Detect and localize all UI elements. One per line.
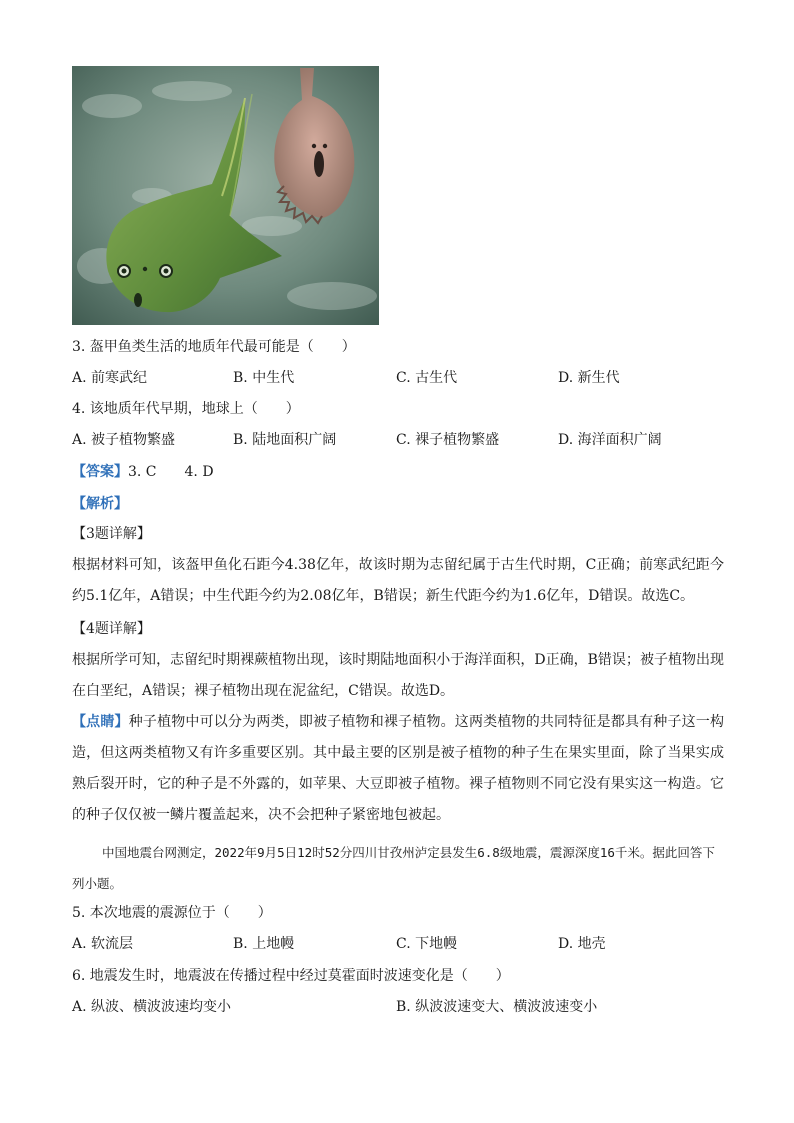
q6-option-b: B. 纵波波速变大、横波波速变小 — [396, 999, 598, 1015]
detail-3-text: 根据材料可知，该盔甲鱼化石距今4.38亿年，故该时期为志留纪属于古生代时期，C正确；前寒武纪距今约5.1亿年，A错误；中生代距今约为2.08亿年，B错误；新生代距今约为1.6亿年，D错误。故选C。 — [72, 557, 724, 604]
question-3-stem: 3. 盔甲鱼类生活的地质年代最可能是（ ） — [72, 339, 356, 355]
earthquake-intro: 中国地震台网测定，2022年9月5日12时52分四川甘孜州泸定县发生6.8级地震，震源深度16千米。据此回答下列小题。 — [72, 845, 715, 891]
q5-option-a: A. 软流层 — [72, 936, 134, 952]
answer-value: 3. C 4. D — [128, 464, 214, 480]
q3-option-c: C. 古生代 — [396, 370, 458, 386]
answer-tag: 【答案】 — [72, 464, 128, 480]
q4-option-c: C. 裸子植物繁盛 — [396, 432, 500, 448]
analysis-tag-text: 【解析】 — [72, 496, 128, 512]
detail-4-text: 根据所学可知，志留纪时期裸蕨植物出现，该时期陆地面积小于海洋面积，D正确，B错误；被子植物出现在白垩纪，A错误；裸子植物出现在泥盆纪，C错误。故选D。 — [72, 652, 724, 699]
q3-option-b: B. 中生代 — [233, 370, 295, 386]
answer-line — [72, 462, 214, 482]
q5-option-b: B. 上地幔 — [233, 936, 295, 952]
tip-paragraph — [72, 707, 724, 831]
q3-option-a: A. 前寒武纪 — [72, 370, 148, 386]
q4-option-a: A. 被子植物繁盛 — [72, 432, 176, 448]
question-4-stem: 4. 该地质年代早期，地球上（ ） — [72, 401, 300, 417]
q4-option-d: D. 海洋面积广阔 — [558, 432, 662, 448]
tip-tag: 【点睛】 — [72, 714, 129, 730]
q5-option-d: D. 地壳 — [558, 936, 606, 952]
q5-option-c: C. 下地幔 — [396, 936, 458, 952]
fossil-fish-illustration — [72, 66, 379, 325]
analysis-tag — [72, 494, 128, 514]
question-6-stem: 6. 地震发生时，地震波在传播过程中经过莫霍面时波速变化是（ ） — [72, 968, 510, 984]
q6-option-a: A. 纵波、横波波速均变小 — [72, 999, 232, 1015]
tip-text: 种子植物中可以分为两类，即被子植物和裸子植物。这两类植物的共同特征是都具有种子这一构造，但这两类植物又有许多重要区别。其中最主要的区别是被子植物的种子生在果实里面，除了当果实成熟后裂开时，它的种子是不外露的，如苹果、大豆即被子植物。裸子植物则不同它没有果实这一构造。它的种子仅仅被一鳞片覆盖起来，决不会把种子紧密地包被起。 — [72, 714, 725, 823]
detail-4-tag: 【4题详解】 — [72, 621, 151, 637]
question-5-stem: 5. 本次地震的震源位于（ ） — [72, 905, 272, 921]
detail-3-tag: 【3题详解】 — [72, 526, 151, 542]
q4-option-b: B. 陆地面积广阔 — [233, 432, 337, 448]
q3-option-d: D. 新生代 — [558, 370, 620, 386]
fossil-fish-image — [72, 66, 379, 325]
